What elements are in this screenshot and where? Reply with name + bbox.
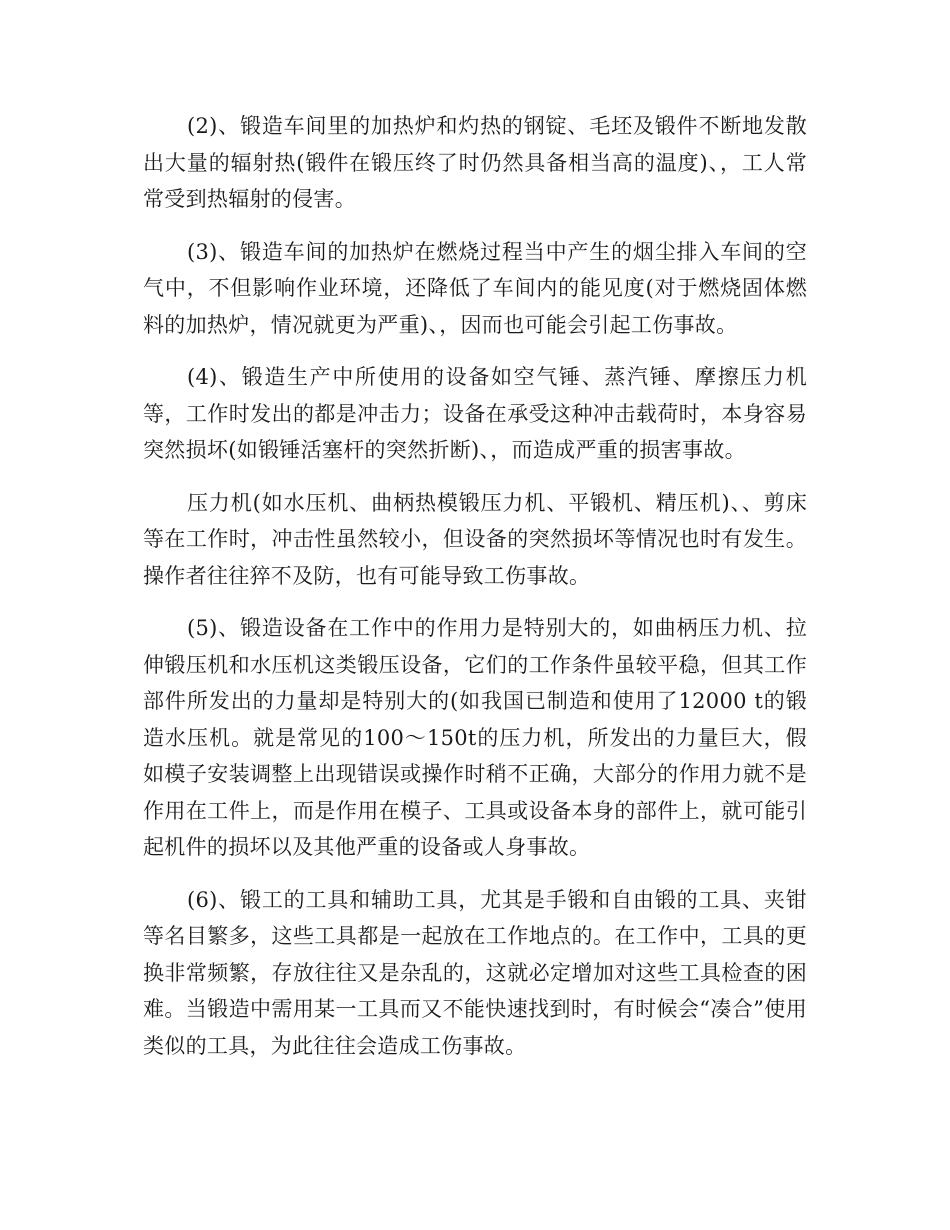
- paragraph-tools: (6)、锻工的工具和辅助工具，尤其是手锻和自由锻的工具、夹钳等名目繁多，这些工具都是一起放在工作地点的。在工作中，工具的更换非常频繁，存放往往又是杂乱的，这就必定增加对这些工具检查的困难。当锻造中需用某一工具而又不能快速找到时，有时候会“凑合”使用类似的工具，为此往往会造成工伤事故。: [143, 887, 807, 1058]
- paragraph-presses: 压力机(如水压机、曲柄热模锻压力机、平锻机、精压机)、、剪床等在工作时，冲击性虽然较小，但设备的突然损坏等情况也时有发生。操作者往往猝不及防，也有可能导致工伤事故。: [143, 490, 807, 588]
- paragraph-large-forces: (5)、锻造设备在工作中的作用力是特别大的，如曲柄压力机、拉伸锻压机和水压机这类锻压设备，它们的工作条件虽较平稳，但其工作部件所发出的力量却是特别大的(如我国已制造和使用了12000 t的锻造水压机。就是常见的100～150t的压力机，所发出的力量巨大，假如模子安装调整上出现错误或操作时稍不正确，大部分的作用力就不是作用在工件上，而是作用在模子、工具或设备本身的部件上，就可能引起机件的损坏以及其他严重的设备或人身事故。: [143, 616, 807, 859]
- document-body: [143, 108, 807, 1080]
- paragraph-smoke-dust: (3)、锻造车间的加热炉在燃烧过程当中产生的烟尘排入车间的空气中，不但影响作业环境，还降低了车间内的能见度(对于燃烧固体燃料的加热炉，情况就更为严重)、，因而也可能会引起工伤事故。: [143, 239, 807, 337]
- paragraph-impact-equipment: (4)、锻造生产中所使用的设备如空气锤、蒸汽锤、摩擦压力机等，工作时发出的都是冲击力；设备在承受这种冲击载荷时，本身容易突然损坏(如锻锤活塞杆的突然折断)、，而造成严重的损害事故。: [143, 365, 807, 462]
- paragraph-heat-radiation: (2)、锻造车间里的加热炉和灼热的钢锭、毛坯及锻件不断地发散出大量的辐射热(锻件在锻压终了时仍然具备相当高的温度)、，工人常常受到热辐射的侵害。: [143, 114, 807, 211]
